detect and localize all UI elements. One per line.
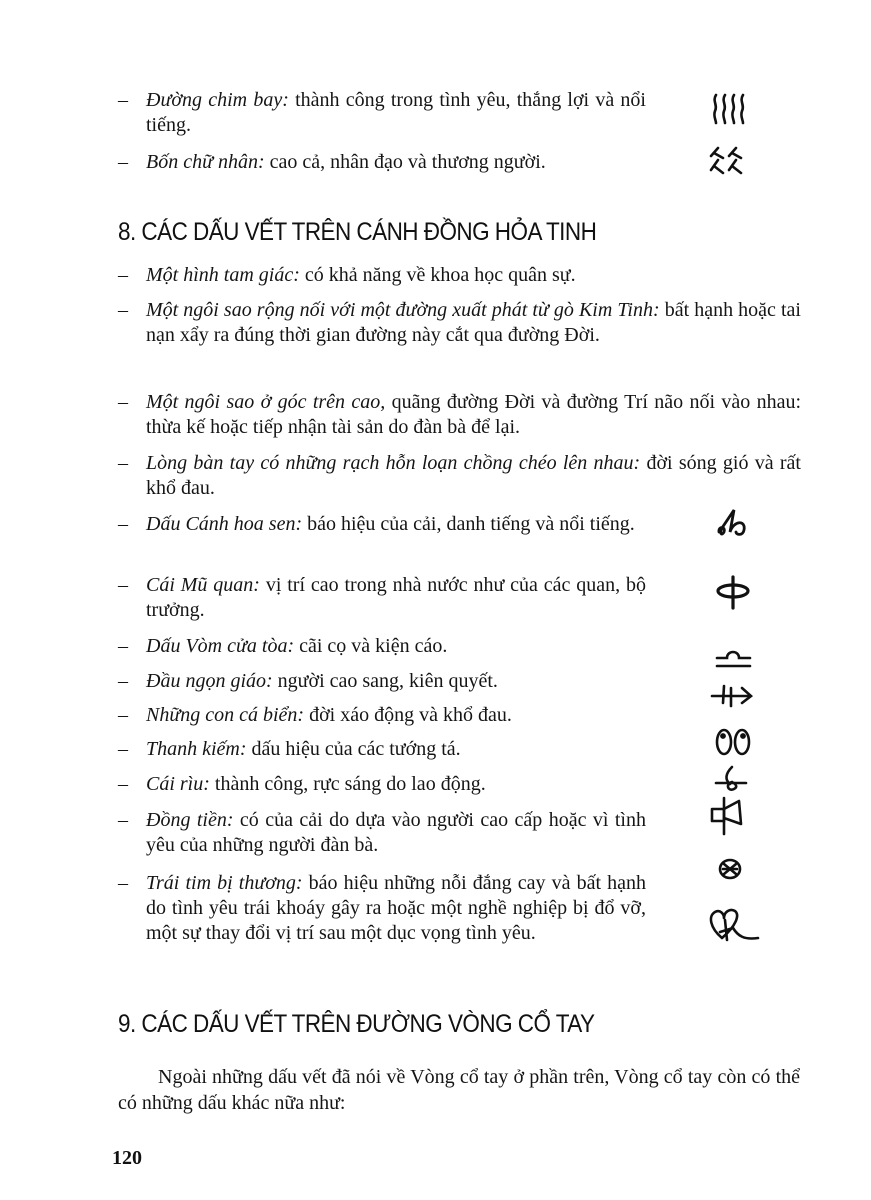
item-text: vị trí cao trong nhà nước như của các quan, bộ trưởng. [146, 574, 647, 621]
four-human-characters-symbol-icon [708, 146, 748, 176]
item-text: báo hiệu những nỗi đắng cay và bất hạnh do tình yêu trái khoáy gây ra hoặc một nghề nghiệp bị đổ vỡ, một sự thay đổi vị trí sau một dục vọng tình yêu. [146, 872, 646, 944]
bullet-dash: – [118, 151, 128, 173]
sword-circle-symbol-icon [716, 856, 744, 882]
item-term: Thanh kiếm: [146, 738, 247, 760]
item-term: Những con cá biển: [146, 704, 305, 726]
bird-path-symbol-icon [710, 92, 754, 126]
item-term: Một ngôi sao rộng nối với một đường xuất phát từ gò Kim Tinh: [146, 299, 660, 321]
list-item-star-kim-tinh [118, 298, 801, 348]
list-item-court-arch [118, 634, 646, 659]
list-item-axe [118, 772, 646, 797]
item-text: dấu hiệu của các tướng tá. [246, 738, 461, 760]
item-term: Dấu Vòm cửa tòa: [146, 635, 295, 657]
bullet-dash: – [118, 872, 128, 894]
item-text: cao cả, nhân đạo và thương người. [264, 151, 546, 173]
section-8-heading: 8. CÁC DẤU VẾT TRÊN CÁNH ĐỒNG HỎA TINH [118, 218, 597, 246]
list-item-sea-fish [118, 703, 646, 728]
list-item-chaotic-lines [118, 451, 801, 501]
lotus-petal-symbol-icon [716, 506, 750, 538]
item-term: Đường chim bay: [146, 89, 289, 111]
item-text: quãng đường Đời và đường Trí não nối vào nhau: thừa kế hoặc tiếp nhận tài sản do đàn bà để lại. [146, 391, 802, 438]
item-term: Đồng tiền: [146, 809, 234, 831]
item-text: thành công trong tình yêu, thắng lợi và nổi tiếng. [146, 89, 646, 136]
item-term: Cái rìu: [146, 773, 210, 795]
item-text: có khả năng về khoa học quân sự. [299, 264, 576, 286]
item-text: đời xáo động và khổ đau. [304, 704, 512, 726]
bullet-dash: – [118, 809, 128, 831]
item-term: Một ngôi sao ở góc trên cao, [146, 391, 386, 413]
list-item-spear-head [118, 669, 646, 694]
item-text: bất hạnh hoặc tai nạn xẩy ra đúng thời gian đường này cắt qua đường Đời. [146, 299, 801, 346]
section-9-paragraph [118, 1064, 800, 1116]
list-item-four-human [118, 150, 801, 175]
list-item-star-upper-corner [118, 390, 801, 440]
list-item-mandarin-hat [118, 573, 646, 623]
page-number: 120 [112, 1147, 142, 1169]
list-item-sword [118, 737, 646, 762]
list-item-coin [118, 808, 646, 858]
bullet-dash: – [118, 513, 128, 535]
wounded-heart-symbol-icon [706, 906, 762, 944]
item-term: Cái Mũ quan: [146, 574, 260, 596]
axe-symbol-icon [712, 764, 752, 796]
list-item-lotus-petal [118, 512, 646, 537]
item-text: báo hiệu của cải, danh tiếng và nổi tiếng. [302, 513, 635, 535]
bullet-dash: – [118, 738, 128, 760]
item-term: Lòng bàn tay có những rạch hỗn loạn chồng chéo lên nhau: [146, 452, 641, 474]
item-term: Bốn chữ nhân: [146, 151, 265, 173]
item-text: người cao sang, kiên quyết. [272, 670, 498, 692]
item-text: cãi cọ và kiện cáo. [294, 635, 448, 657]
bullet-dash: – [118, 391, 128, 413]
spear-head-symbol-icon [710, 682, 756, 708]
section-9-heading: 9. CÁC DẤU VẾT TRÊN ĐƯỜNG VÒNG CỔ TAY [118, 1010, 595, 1038]
bullet-dash: – [118, 704, 128, 726]
item-term: Đầu ngọn giáo: [146, 670, 273, 692]
bullet-dash: – [118, 452, 128, 474]
bullet-dash: – [118, 635, 128, 657]
sea-fish-symbol-icon [714, 724, 754, 758]
coin-symbol-icon [710, 796, 750, 836]
bullet-dash: – [118, 773, 128, 795]
item-text: có của cải do dựa vào người cao cấp hoặc vì tình yêu của những người đàn bà. [146, 809, 646, 856]
list-item-wounded-heart [118, 871, 646, 946]
item-term: Một hình tam giác: [146, 264, 300, 286]
bullet-dash: – [118, 89, 128, 111]
bullet-dash: – [118, 299, 128, 321]
paragraph-text: Ngoài những dấu vết đã nói về Vòng cổ tay ở phần trên, Vòng cổ tay còn có thể có những dấu khác nữa như: [118, 1066, 800, 1114]
item-term: Trái tim bị thương: [146, 872, 303, 894]
mandarin-hat-symbol-icon [714, 574, 754, 610]
item-text: thành công, rực sáng do lao động. [209, 773, 486, 795]
bullet-dash: – [118, 670, 128, 692]
item-text: đời sóng gió và rất khổ đau. [146, 452, 801, 499]
bullet-dash: – [118, 264, 128, 286]
bullet-dash: – [118, 574, 128, 596]
court-arch-symbol-icon [714, 648, 754, 672]
list-item-triangle [118, 263, 801, 288]
item-term: Dấu Cánh hoa sen: [146, 513, 303, 535]
list-item-bird-path [118, 88, 646, 138]
